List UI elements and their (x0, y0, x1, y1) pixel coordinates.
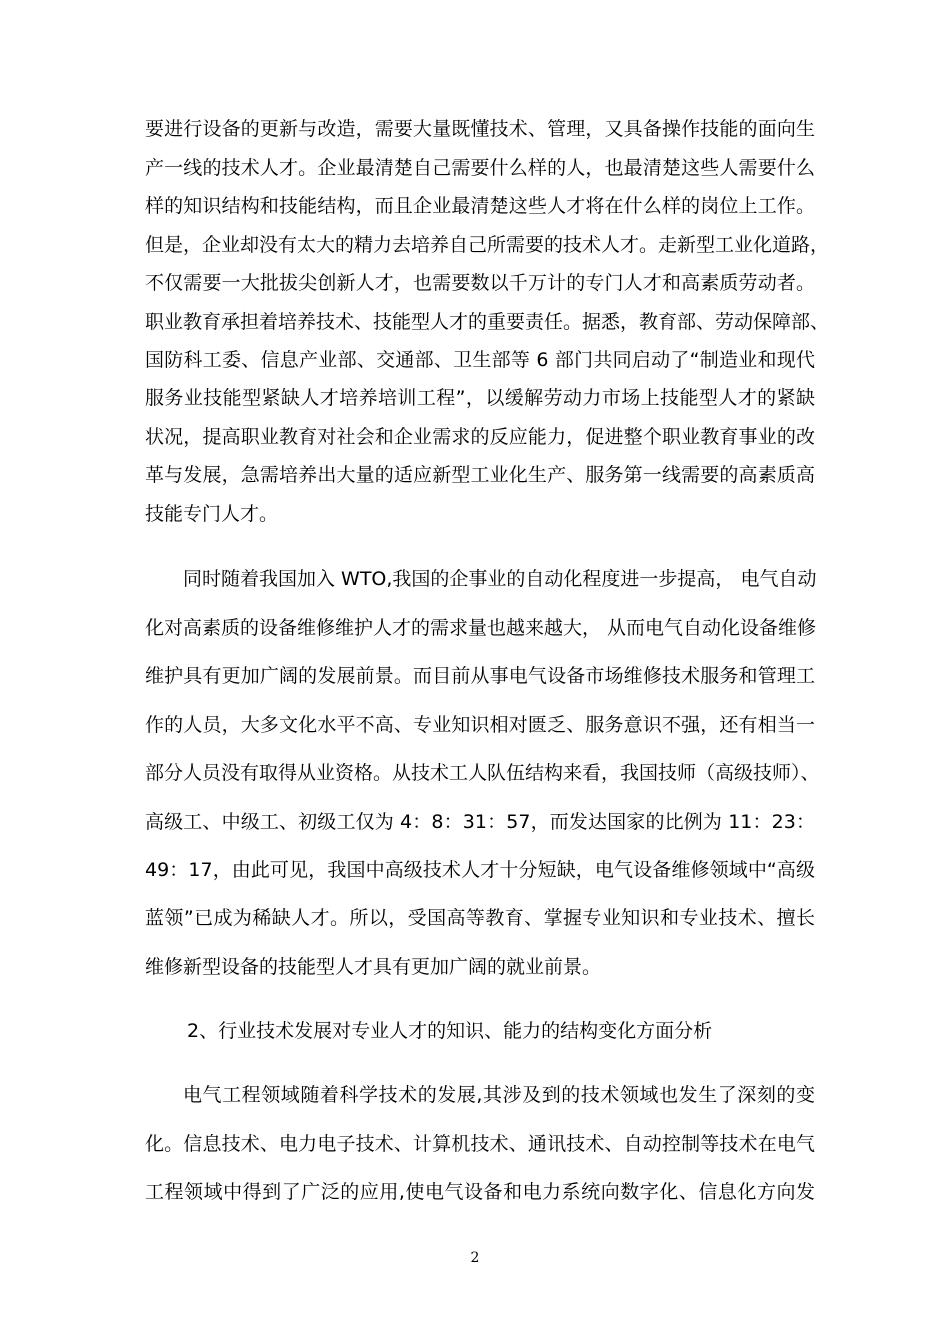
paragraph-2-line: 蓝领”已成为稀缺人才。所以，受国高等教育、掌握专业知识和专业技术、擅长 (145, 907, 815, 929)
paragraph-1-line: 职业教育承担着培养技术、技能型人才的重要责任。据悉，教育部、劳动保障部、 (145, 311, 830, 333)
paragraph-2-line: 同时随着我国加入 WTO,我国的企事业的自动化程度进一步提高， 电气自动 (183, 568, 817, 590)
paragraph-1-line: 不仅需要一大批拔尖创新人才，也需要数以千万计的专门人才和高素质劳动者。 (145, 272, 815, 294)
paragraph-1-line: 革与发展，急需培养出大量的适应新型工业化生产、服务第一线需要的高素质高 (145, 464, 815, 486)
paragraph-1-line: 产一线的技术人才。企业最清楚自己需要什么样的人，也最清楚这些人需要什么 (145, 157, 815, 179)
paragraph-3-line: 电气工程领域随着科学技术的发展,其涉及到的技术领域也发生了深刻的变 (183, 1084, 815, 1106)
paragraph-1-line: 状况，提高职业教育对社会和企业需求的反应能力，促进整个职业教育事业的改 (145, 426, 815, 448)
page-number: 2 (470, 1250, 480, 1266)
paragraph-3-line: 工程领域中得到了广泛的应用,使电气设备和电力系统向数字化、信息化方向发 (145, 1181, 815, 1203)
paragraph-1-line: 服务业技能型紧缺人才培养培训工程”，以缓解劳动力市场上技能型人才的紧缺 (145, 387, 815, 409)
paragraph-1-line: 要进行设备的更新与改造，需要大量既懂技术、管理，又具备操作技能的面向生 (145, 118, 815, 140)
paragraph-1-line: 样的知识结构和技能结构，而且企业最清楚这些人才将在什么样的岗位上工作。 (145, 195, 815, 217)
paragraph-1-line: 技能专门人才。 (145, 503, 279, 525)
paragraph-2-line: 化对高素质的设备维修维护人才的需求量也越来越大， 从而电气自动化设备维修 (145, 617, 817, 639)
paragraph-1-line: 但是，企业却没有太大的精力去培养自己所需要的技术人才。走新型工业化道路， (145, 234, 830, 256)
paragraph-1-line: 国防科工委、信息产业部、交通部、卫生部等 6 部门共同启动了“制造业和现代 (145, 349, 815, 371)
paragraph-2-line: 维护具有更加广阔的发展前景。而目前从事电气设备市场维修技术服务和管理工 (145, 665, 815, 687)
paragraph-2-line: 高级工、中级工、初级工仅为 4：8：31：57，而发达国家的比例为 11：23： (145, 811, 815, 833)
paragraph-2-line: 作的人员，大多文化水平不高、专业知识相对匮乏、服务意识不强，还有相当一 (145, 714, 815, 736)
paragraph-2-line: 49：17，由此可见，我国中高级技术人才十分短缺，电气设备维修领域中“高级 (145, 859, 815, 881)
paragraph-3-line: 化。信息技术、电力电子技术、计算机技术、通讯技术、自动控制等技术在电气 (145, 1133, 815, 1155)
paragraph-2-line: 部分人员没有取得从业资格。从技术工人队伍结构来看，我国技师（高级技师）、 (145, 762, 820, 784)
section-heading: 2、行业技术发展对专业人才的知识、能力的结构变化方面分析 (187, 1020, 713, 1042)
paragraph-2-line: 维修新型设备的技能型人才具有更加广阔的就业前景。 (145, 956, 602, 978)
